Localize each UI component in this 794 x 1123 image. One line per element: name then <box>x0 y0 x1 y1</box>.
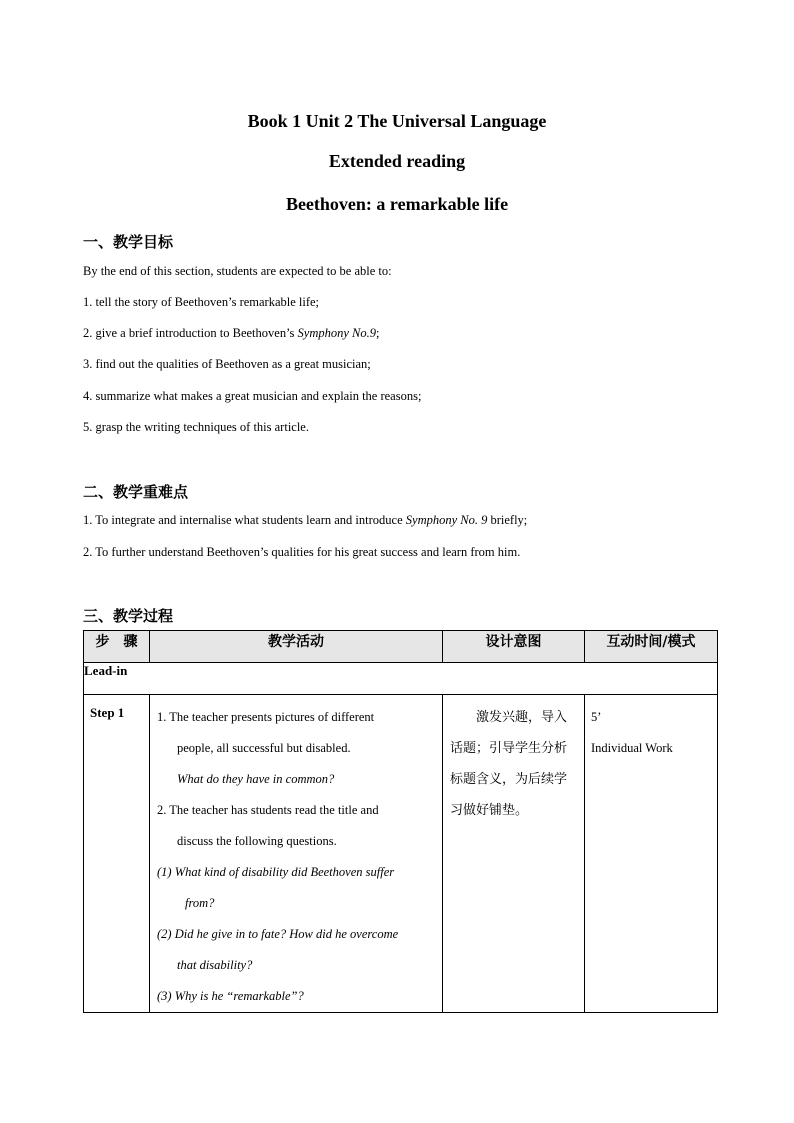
activity-line: people, all successful but disabled. <box>177 741 351 755</box>
process-heading: 三、教学过程 <box>83 607 174 625</box>
step-mode: Individual Work <box>591 741 673 755</box>
key-point-item <box>83 513 527 528</box>
lesson-title: Beethoven: a remarkable life <box>285 194 509 214</box>
activity-line: discuss the following questions. <box>177 834 337 848</box>
step-activity <box>150 695 443 1013</box>
step-time-mode <box>585 695 718 1013</box>
activity-question: (2) Did he give in to fate? How did he overcome <box>157 927 399 941</box>
objectives-heading: 一、教学目标 <box>83 233 174 251</box>
key-point-text-end: briefly; <box>487 513 528 527</box>
table-header-row <box>84 631 718 663</box>
objective-item: 3. find out the qualities of Beethoven as a great musician; <box>83 357 371 371</box>
activity-line: 1. The teacher presents pictures of different <box>157 710 375 724</box>
objective-item-text: 2. give a brief introduction to Beethoven’s <box>83 326 298 340</box>
objective-item <box>83 326 380 341</box>
document-title: Book 1 Unit 2 The Universal Language <box>247 111 547 131</box>
column-header-purpose: 设计意图 <box>443 631 585 663</box>
document-subtitle: Extended reading <box>328 151 466 171</box>
activity-question: (3) Why is he “remarkable”? <box>157 989 304 1003</box>
objective-item-end: ; <box>376 326 380 340</box>
step-label: Step 1 <box>84 695 150 1013</box>
step-time: 5’ <box>591 710 602 724</box>
column-header-step: 步 骤 <box>84 631 150 663</box>
objective-item-italic: Symphony No.9 <box>297 326 377 340</box>
step-purpose: 激发兴趣，导入话题；引导学生分析标题含义，为后续学习做好铺垫。 <box>443 695 585 1013</box>
key-point-italic: Symphony No. 9 <box>405 513 488 527</box>
objective-item: 4. summarize what makes a great musician and explain the reasons; <box>83 389 422 403</box>
stage-row <box>84 663 718 695</box>
stage-label: Lead-in <box>84 663 718 695</box>
key-point-text: 1. To integrate and internalise what students learn and introduce <box>83 513 406 527</box>
teaching-process-table <box>83 630 718 1013</box>
objectives-intro: By the end of this section, students are expected to be able to: <box>83 264 392 278</box>
column-header-time-mode: 互动时间/模式 <box>585 631 718 663</box>
activity-question: that disability? <box>177 958 253 972</box>
key-point-item: 2. To further understand Beethoven’s qualities for his great success and learn from him. <box>83 545 521 559</box>
table-row <box>84 695 718 1013</box>
key-points-heading: 二、教学重难点 <box>83 483 189 501</box>
objective-item: 5. grasp the writing techniques of this article. <box>83 420 309 434</box>
activity-question: What do they have in common? <box>177 772 335 786</box>
activity-question: (1) What kind of disability did Beethoven suffer <box>157 865 395 879</box>
objective-item: 1. tell the story of Beethoven’s remarkable life; <box>83 295 320 309</box>
activity-line: 2. The teacher has students read the title and <box>157 803 379 817</box>
column-header-activity: 教学活动 <box>150 631 443 663</box>
activity-question: from? <box>185 896 215 910</box>
